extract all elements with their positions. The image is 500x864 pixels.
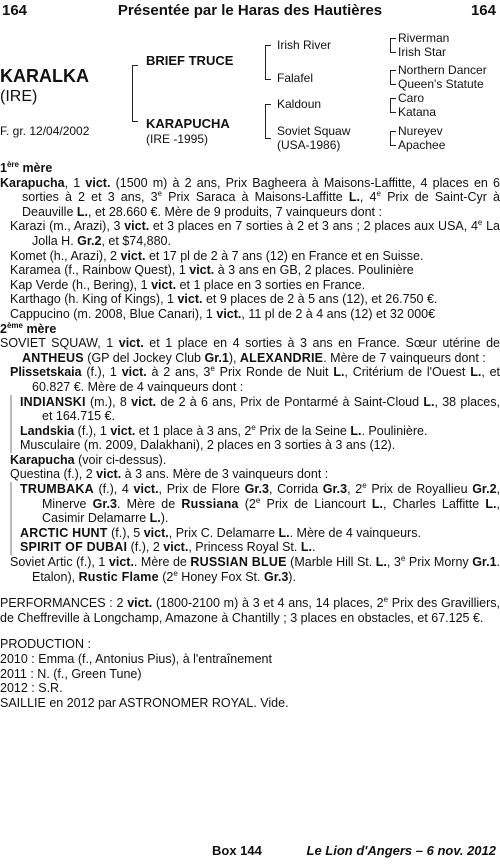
sire-sire: Irish River bbox=[277, 38, 332, 52]
dam-sire: Kaldoun bbox=[277, 97, 322, 111]
entry-karazi: Karazi (m., Arazi), 3 vict. et 3 places en 7 sorties à 2 et 3 ans ; 2 places aux USA, 4e La Jolla H. Gr.2, et $74,880. bbox=[10, 218, 500, 248]
dam-dam: Soviet Squaw bbox=[277, 124, 351, 138]
entry-karamea: Karamea (f., Rainbow Quest), 1 vict. à 3 ans en GB, 2 places. Poulinière bbox=[10, 263, 414, 278]
page-title: Présentée par le Haras des Hautières bbox=[117, 2, 383, 19]
entry-cappucino: Cappucino (m. 2008, Blue Canari), 1 vict., 11 pl de 2 à 4 ans (12) et 32 000€ bbox=[10, 306, 436, 321]
entry-kap-verde: Kap Verde (h., Bering), 1 vict. et 1 place en 3 sorties en France. bbox=[10, 277, 366, 292]
section-first-dam: 1ère mère bbox=[0, 159, 53, 175]
section-second-dam: 2ème mère bbox=[0, 320, 57, 336]
entry-musculaire: Musculaire (m. 2009, Dalakhani), 2 places en 3 sorties à 3 ans (12). bbox=[20, 438, 396, 453]
footer-box: Box 144 bbox=[212, 843, 262, 858]
gen3-nureyev: Nureyev bbox=[398, 124, 443, 138]
entry-karthago: Karthago (h. King of Kings), 1 vict. et 9 places de 2 à 5 ans (12), et 26.750 €. bbox=[10, 292, 438, 307]
gen3-caro: Caro bbox=[398, 91, 425, 105]
entry-arctic-hunt: ARCTIC HUNT (f.), 5 vict., Prix C. Delamarre L.. Mère de 4 vainqueurs. bbox=[20, 525, 421, 540]
gen3-northern-dancer: Northern Dancer bbox=[398, 63, 487, 77]
sire-dam: Falafel bbox=[277, 71, 314, 85]
horse-info: F. gr. 12/04/2002 bbox=[0, 124, 90, 138]
page-number-right: 164 bbox=[470, 2, 496, 19]
entry-karapucha: Karapucha, 1 vict. (1500 m) à 2 ans, Prix Bagheera à Maisons-Laffitte, 4 places en 6 sorties à 2 et 3 ans, 3e Prix Saraca à Maisons-Laffitte L., 4e Prix de Saint-Cyr à Deauville L., et 28.660 €. Mère de 9 produits, 7 vainqueurs dont : bbox=[0, 175, 500, 219]
entry-indianski: INDIANSKI (m.), 8 vict. de 2 à 6 ans, Prix de Pontarmé à Saint-Cloud L., 38 places, et 164.715 €. bbox=[20, 394, 500, 424]
entry-spirit-of-dubai: SPIRIT OF DUBAI (f.), 2 vict., Princess Royal St. L.. bbox=[20, 540, 316, 555]
body-text bbox=[0, 161, 500, 710]
gen3-irish-star: Irish Star bbox=[398, 45, 447, 59]
bracket-g3-2 bbox=[390, 70, 396, 85]
production-2010: 2010 : Emma (f., Antonius Pius), à l'entraînement bbox=[0, 652, 272, 666]
bracket-g3-1 bbox=[390, 38, 396, 53]
plissetskaia-produce bbox=[10, 395, 500, 453]
bracket-g3-3 bbox=[390, 98, 396, 113]
dam-name: KARAPUCHA bbox=[146, 116, 230, 131]
entry-karapucha-ref: Karapucha (voir ci-dessus). bbox=[10, 452, 167, 467]
page-number-left: 164 bbox=[2, 2, 28, 19]
gen3-riverman: Riverman bbox=[398, 31, 450, 45]
entry-questina: Questina (f.), 2 vict. à 3 ans. Mère de 3 vainqueurs dont : bbox=[10, 467, 329, 482]
questina-produce bbox=[10, 482, 500, 555]
bracket-gen1 bbox=[132, 65, 138, 122]
covering-2012: SAILLIE en 2012 par ASTRONOMER ROYAL. Vide. bbox=[0, 695, 289, 710]
gen3-queens-statute: Queen's Statute bbox=[398, 77, 484, 91]
production-2012: 2012 : S.R. bbox=[0, 681, 63, 696]
production-heading: PRODUCTION : bbox=[0, 637, 91, 652]
entry-komet: Komet (h., Arazi), 2 vict. et 17 pl de 2 à 7 ans (12) en France et en Suisse. bbox=[10, 248, 424, 263]
entry-soviet-squaw: SOVIET SQUAW, 1 vict. et 1 place en 4 sorties à 3 ans en France. Sœur utérine de ANTHEUS (GP del Jockey Club Gr.1), ALEXANDRIE. Mère de 7 vainqueurs dont : bbox=[0, 336, 500, 365]
entry-soviet-artic: Soviet Artic (f.), 1 vict.. Mère de RUSSIAN BLUE (Marble Hill St. L., 3e Prix Morny Gr.1. Etalon), Rustic Flame (2e Honey Fox St. Gr.3). bbox=[10, 553, 500, 584]
performances: PERFORMANCES : 2 vict. (1800-2100 m) à 3 et 4 ans, 14 places, 2e Prix des Gravilliers, de Cheffreville à Longchamp, Amazone à Chantilly ; 3 places en obstacles, et 67.125 €. bbox=[0, 595, 500, 625]
bracket-sire bbox=[265, 45, 271, 80]
gen3-katana: Katana bbox=[398, 105, 437, 119]
bracket-g3-4 bbox=[390, 131, 396, 146]
entry-plissetskaia: Plissetskaia (f.), 1 vict. à 2 ans, 3e Prix Ronde de Nuit L., Critérium de l'Ouest L., et 60.827 €. Mère de 4 vainqueurs dont : bbox=[10, 364, 500, 394]
horse-name: KARALKA bbox=[0, 66, 89, 86]
dam-note: (IRE -1995) bbox=[146, 132, 209, 146]
dam-dam-note: (USA-1986) bbox=[277, 138, 341, 152]
footer-place: Le Lion d'Angers – 6 nov. 2012 bbox=[306, 843, 496, 858]
bracket-dam bbox=[265, 104, 271, 139]
production-2011: 2011 : N. (f., Green Tune) bbox=[0, 666, 142, 681]
sire-name: BRIEF TRUCE bbox=[146, 53, 234, 68]
entry-landskia: Landskia (f.), 1 vict. et 1 place à 3 ans, 2e Prix de la Seine L.. Poulinière. bbox=[20, 422, 428, 438]
gen3-apachee: Apachee bbox=[398, 138, 446, 152]
entry-trumbaka: TRUMBAKA (f.), 4 vict., Prix de Flore Gr.3, Corrida Gr.3, 2e Prix de Royallieu Gr.2, Minerve Gr.3. Mère de Russiana (2e Prix de Liancourt L., Charles Laffitte L., Casimir Delamarre L.). bbox=[20, 480, 500, 526]
horse-origin: (IRE) bbox=[0, 88, 38, 105]
